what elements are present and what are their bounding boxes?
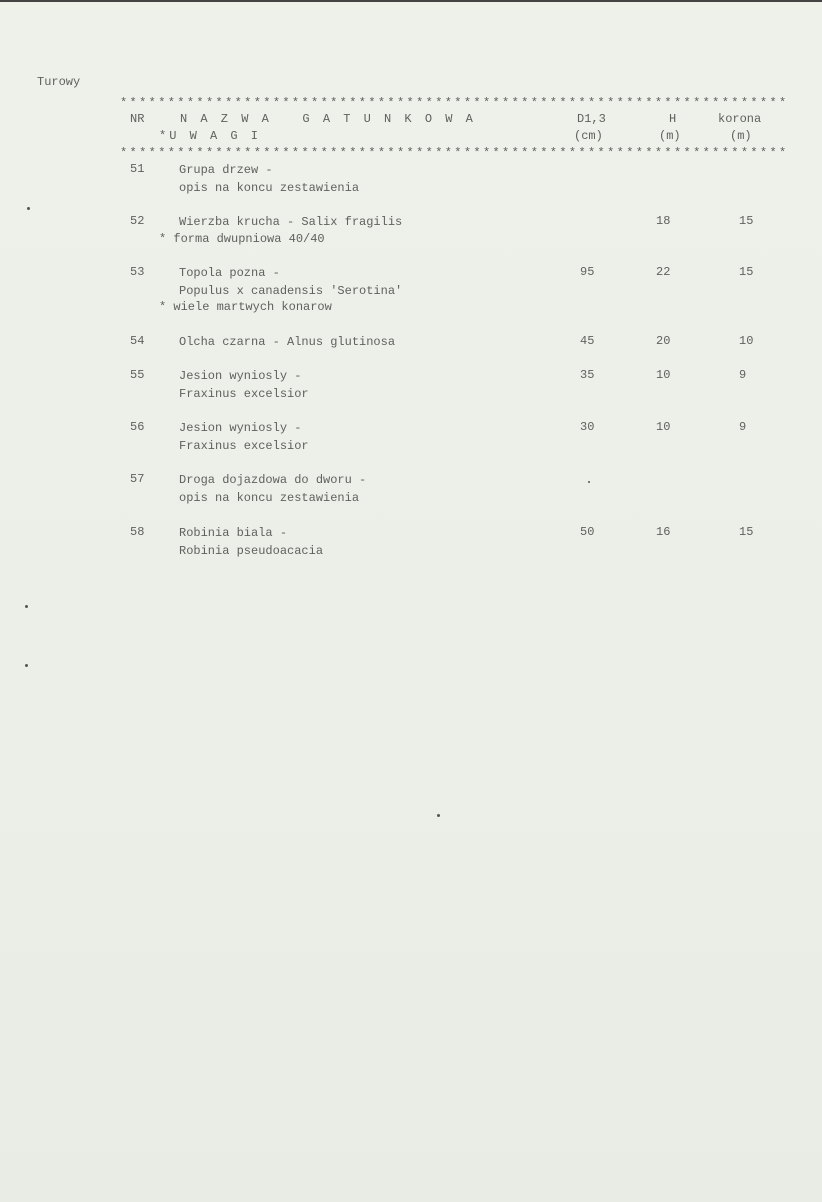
row-name: Jesion wyniosly - — [179, 421, 302, 435]
row-h: 16 — [656, 525, 671, 539]
row-nr: 52 — [130, 214, 145, 228]
scan-speck — [437, 814, 440, 817]
row-name: Robinia biala - — [179, 526, 288, 540]
row-h: 10 — [656, 420, 671, 434]
row-d: 30 — [580, 420, 595, 434]
col-korona: korona — [718, 112, 762, 126]
row-h: 18 — [656, 214, 671, 228]
row-note: * forma dwupniowa 40/40 — [159, 231, 325, 246]
separator-top: ********************************************************************** — [120, 96, 789, 110]
row-name-2: opis na koncu zestawienia — [179, 180, 360, 195]
row-nr: 58 — [130, 525, 145, 539]
row-nr: 55 — [130, 368, 145, 382]
row-nr: 54 — [130, 334, 145, 348]
row-name: Grupa drzew - — [179, 163, 273, 177]
row-h: 22 — [656, 265, 671, 279]
row-h: 20 — [656, 334, 671, 348]
scan-speck — [27, 207, 30, 210]
row-name: Wierzba krucha - Salix fragilis — [179, 215, 403, 229]
row-nr: 56 — [130, 420, 145, 434]
row-korona: 9 — [739, 368, 747, 382]
row-d: 95 — [580, 265, 595, 279]
row-d: 50 — [580, 525, 595, 539]
row-d: 45 — [580, 334, 595, 348]
col-remarks: *U W A G I — [159, 129, 262, 143]
col-nr: NR — [130, 112, 145, 126]
row-name: Olcha czarna - Alnus glutinosa — [179, 335, 396, 349]
row-name-2: Populus x canadensis 'Serotina' — [179, 283, 403, 298]
row-nr: 53 — [130, 265, 145, 279]
row-name-2: Fraxinus excelsior — [179, 386, 309, 401]
col-name: N A Z W A G A T U N K O W A — [180, 112, 476, 126]
col-h: H — [669, 112, 677, 126]
row-korona: 10 — [739, 334, 754, 348]
separator-bottom: ********************************************************************** — [120, 146, 789, 160]
row-h: 10 — [656, 368, 671, 382]
row-name-2: Robinia pseudoacacia — [179, 543, 324, 558]
location-label: Turowy — [37, 75, 81, 89]
row-korona: 15 — [739, 265, 754, 279]
row-name: Jesion wyniosly - — [179, 369, 302, 383]
row-korona: 15 — [739, 525, 754, 539]
row-d: 35 — [580, 368, 595, 382]
row-name: Topola pozna - — [179, 266, 280, 280]
col-korona-unit: (m) — [730, 129, 752, 143]
col-d: D1,3 — [577, 112, 606, 126]
scan-speck — [25, 664, 28, 667]
col-h-unit: (m) — [659, 129, 681, 143]
row-name-2: opis na koncu zestawienia — [179, 490, 360, 505]
row-nr: 57 — [130, 472, 145, 486]
row-note: * wiele martwych konarow — [159, 300, 332, 314]
row-nr: 51 — [130, 162, 145, 176]
row-korona: 9 — [739, 420, 747, 434]
col-d-unit: (cm) — [574, 129, 603, 143]
row-korona: 15 — [739, 214, 754, 228]
row-name: Droga dojazdowa do dworu - — [179, 473, 367, 487]
scan-speck — [588, 481, 590, 483]
row-name-2: Fraxinus excelsior — [179, 438, 309, 453]
scan-speck — [25, 605, 28, 608]
